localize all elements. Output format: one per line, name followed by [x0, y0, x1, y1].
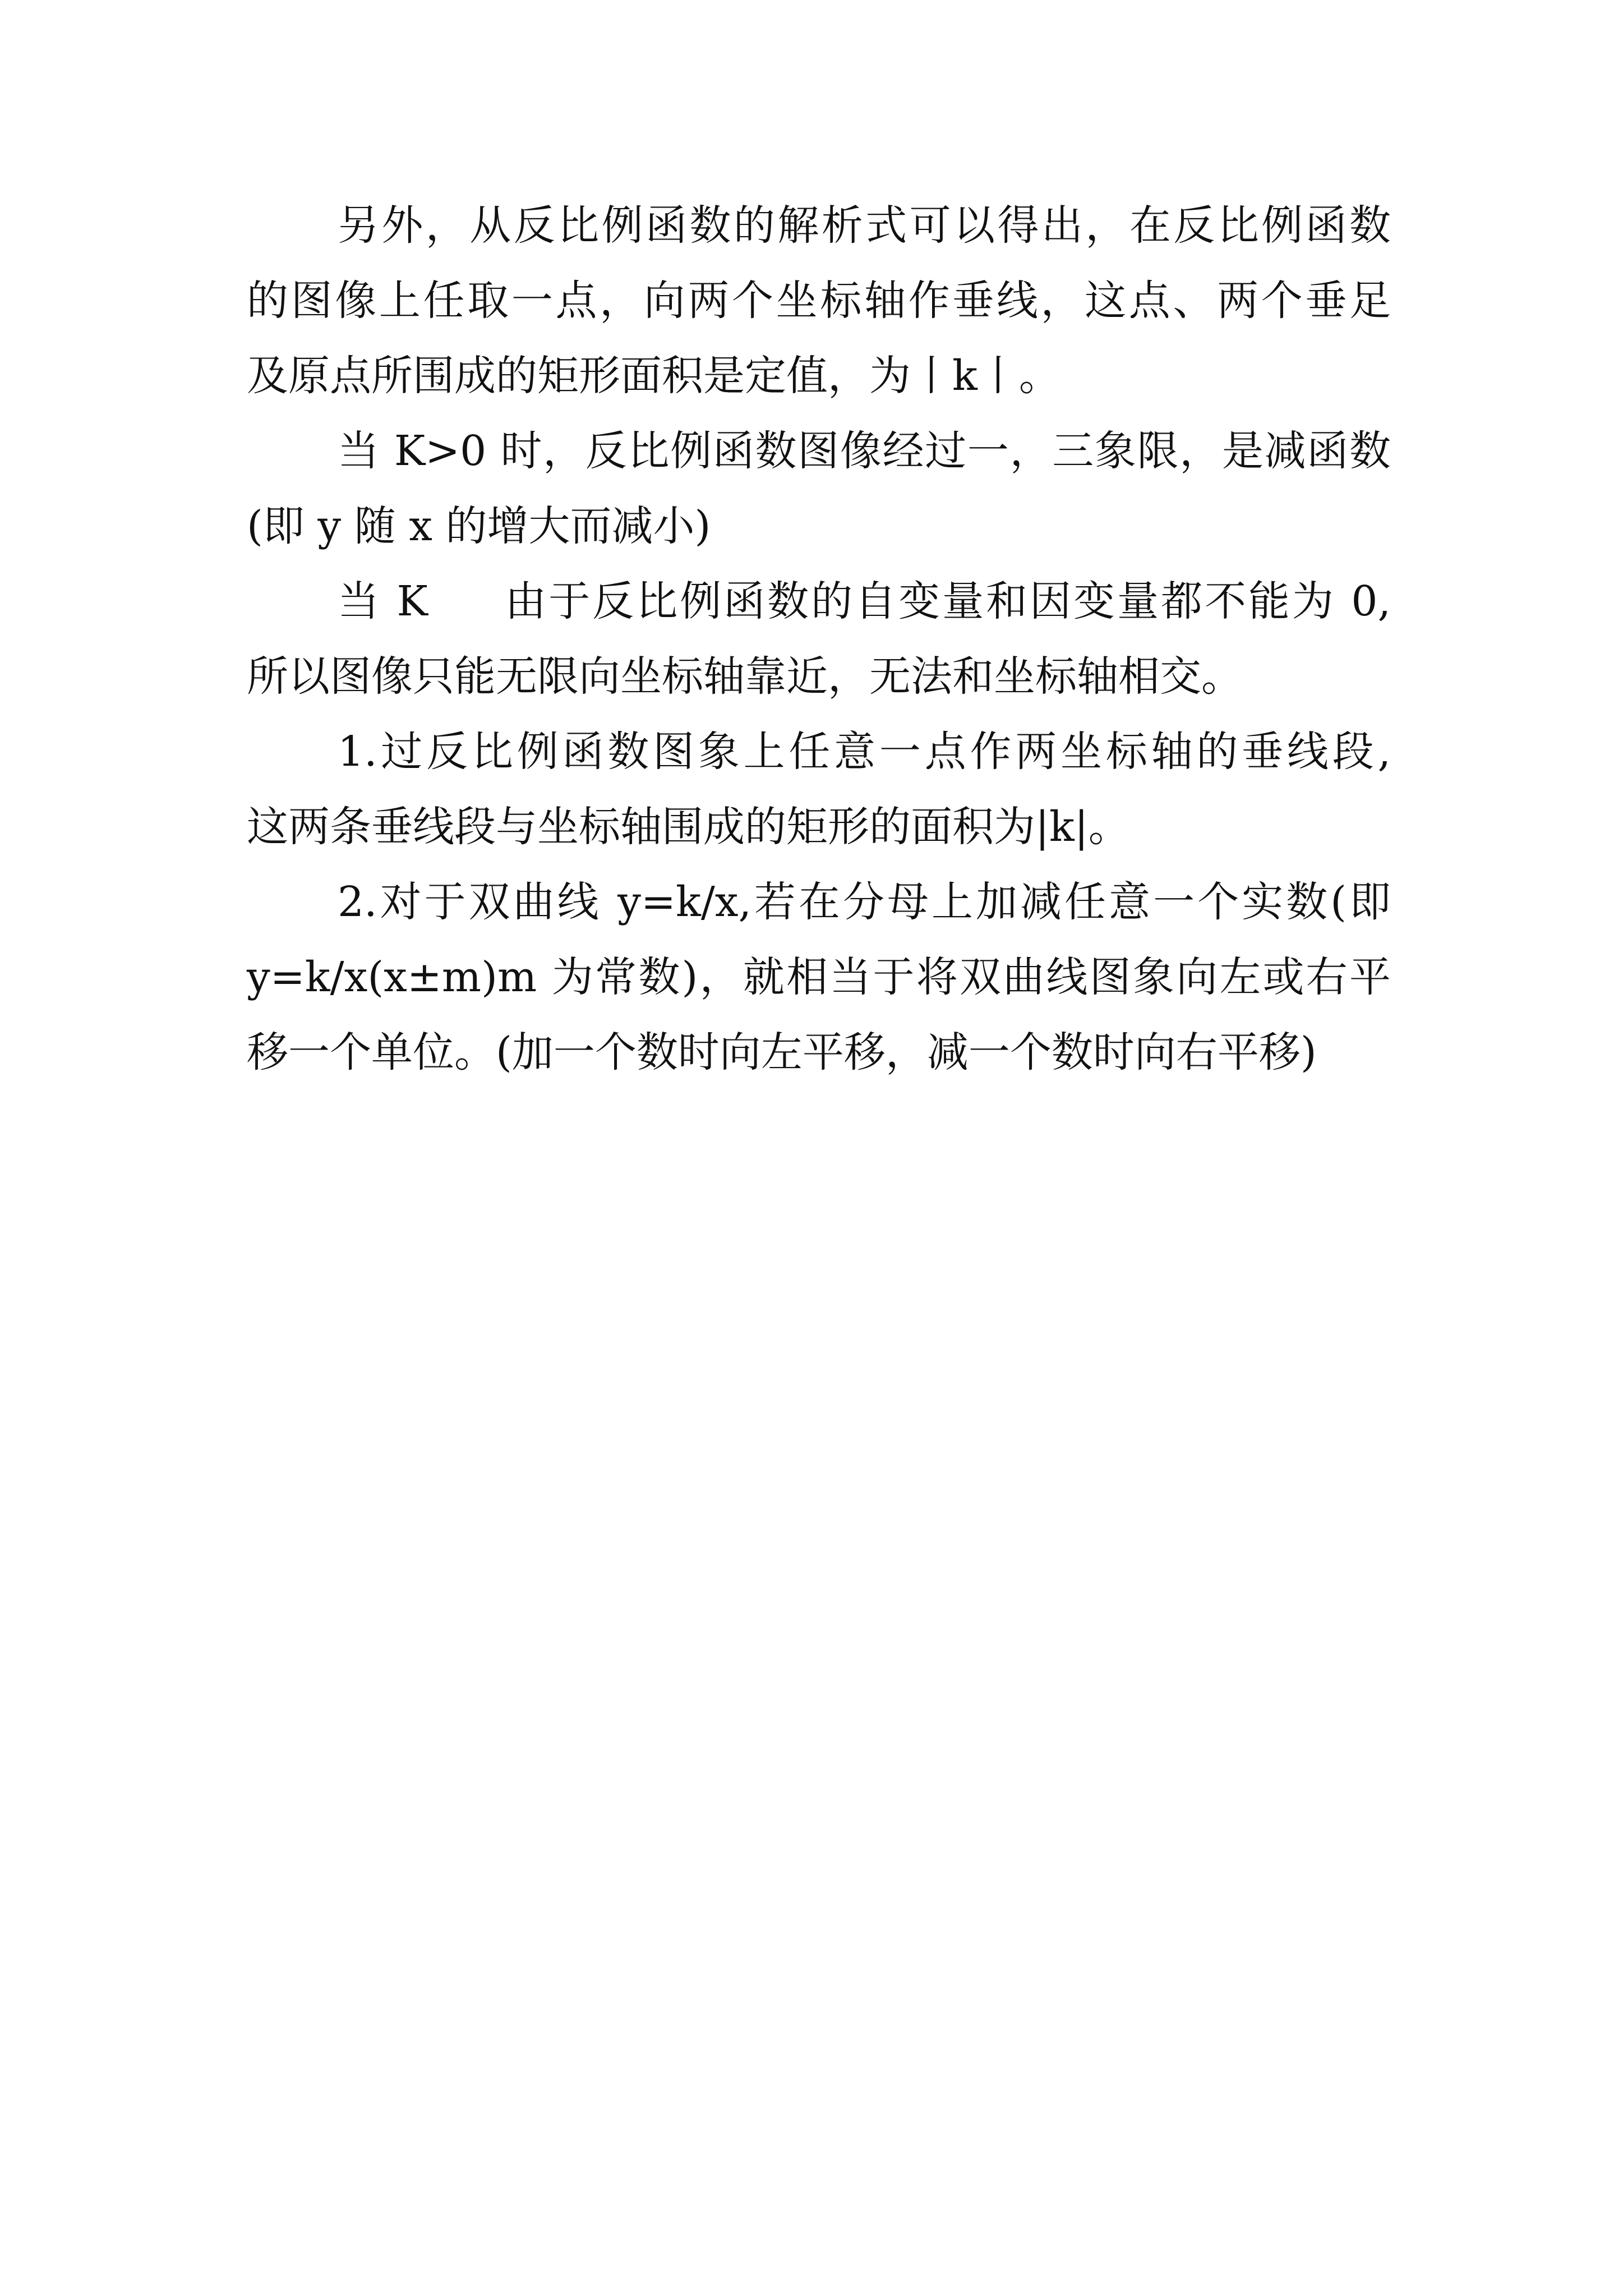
paragraph-point-2	[247, 878, 1391, 1082]
text-line: 的图像上任取一点，向两个坐标轴作垂线，这点、两个垂足	[247, 277, 1391, 325]
text-line: 当 K 由于反比例函数的自变量和因变量都不能为 0,	[338, 577, 1391, 625]
text-line: 所以图像只能无限向坐标轴靠近，无法和坐标轴相交。	[247, 652, 1243, 701]
paragraph-k-positive	[247, 427, 1391, 556]
text-line: 及原点所围成的矩形面积是定值，为丨k丨。	[247, 352, 1061, 400]
paragraph-k-negative	[247, 577, 1391, 706]
text-line: (即 y 随 x 的增大而减小)	[247, 502, 711, 550]
paragraph-point-1	[247, 728, 1391, 857]
text-line: 移一个单位。(加一个数时向左平移，减一个数时向右平移)	[247, 1028, 1317, 1076]
text-line: 另外，从反比例函数的解析式可以得出，在反比例函数	[338, 201, 1391, 250]
text-line: 2.对于双曲线 y=k/x,若在分母上加减任意一个实数(即	[338, 878, 1391, 926]
text-line: 当 K>0 时，反比例函数图像经过一，三象限，是减函数	[338, 427, 1391, 475]
text-line: y=k/x(x±m)m 为常数)，就相当于将双曲线图象向左或右平	[247, 953, 1391, 1001]
text-line: 这两条垂线段与坐标轴围成的矩形的面积为|k|。	[247, 803, 1130, 851]
document-body	[247, 201, 1391, 1107]
text-line: 1.过反比例函数图象上任意一点作两坐标轴的垂线段,	[338, 728, 1391, 776]
paragraph-reciprocal-area	[247, 201, 1391, 406]
